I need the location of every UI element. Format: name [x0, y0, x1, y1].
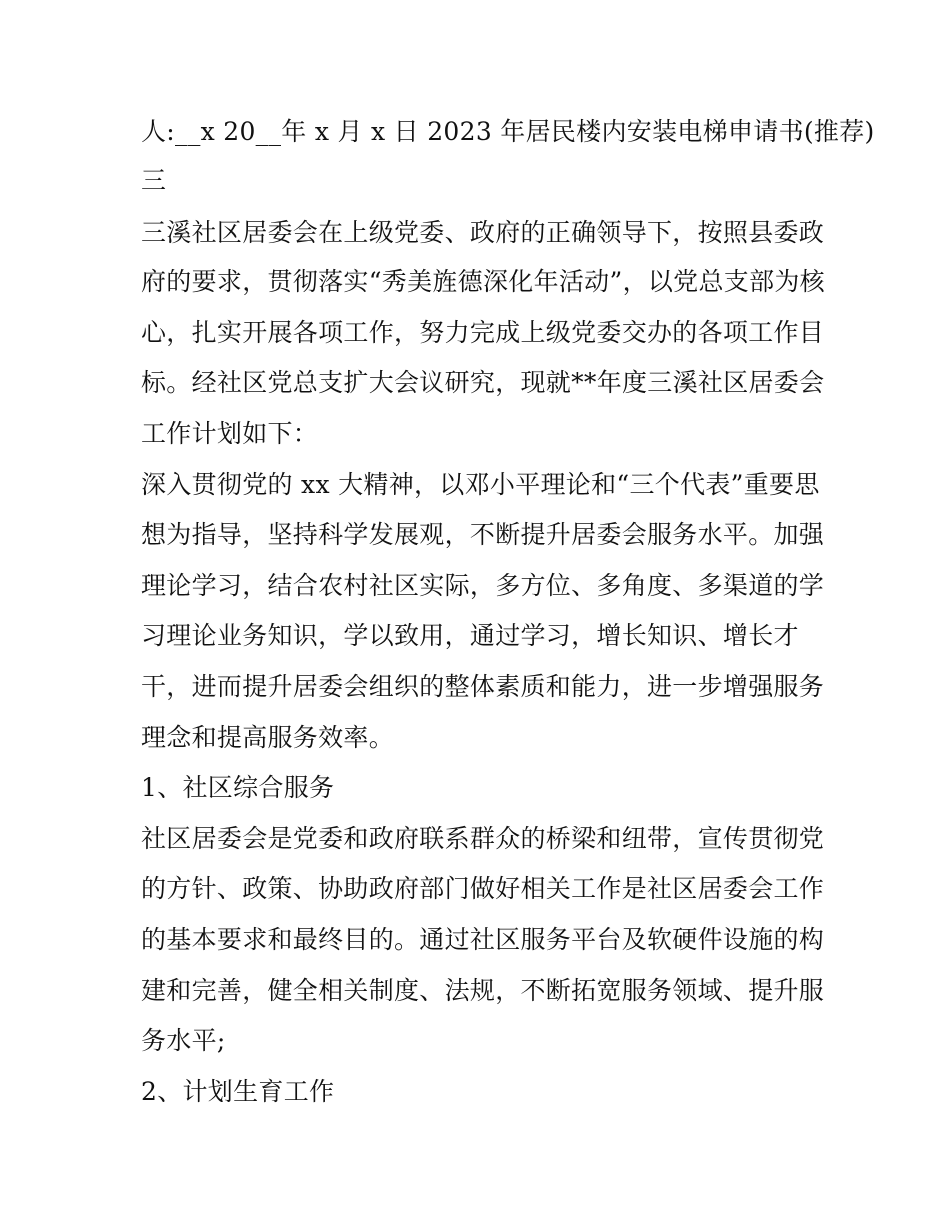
- paragraph-line: 建和完善，健全相关制度、法规，不断拓宽服务领域、提升服: [141, 976, 825, 1005]
- paragraph-line: 社区居委会是党委和政府联系群众的桥梁和纽带，宣传贯彻党: [141, 824, 825, 853]
- title-line: 人:__x 20__年 x 月 x 日 2023 年居民楼内安装电梯申请书(推荐): [141, 117, 875, 146]
- paragraph-line: 府的要求，贯彻落实“秀美旌德深化年活动”，以党总支部为核: [141, 267, 825, 296]
- paragraph-line: 理论学习，结合农村社区实际，多方位、多角度、多渠道的学: [141, 571, 825, 600]
- paragraph-line: 的基本要求和最终目的。通过社区服务平台及软硬件设施的构: [141, 925, 825, 954]
- paragraph-line: 三溪社区居委会在上级党委、政府的正确领导下，按照县委政: [141, 218, 825, 247]
- paragraph-line: 深入贯彻党的 xx 大精神，以邓小平理论和“三个代表”重要思: [141, 470, 820, 499]
- paragraph-line: 工作计划如下：: [141, 419, 319, 448]
- paragraph-line: 的方针、政策、协助政府部门做好相关工作是社区居委会工作: [141, 874, 825, 903]
- paragraph-line: 理念和提高服务效率。: [141, 723, 395, 752]
- paragraph-line: 习理论业务知识，学以致用，通过学习，增长知识、增长才: [141, 621, 799, 650]
- subsection-heading: 2、计划生育工作: [141, 1077, 335, 1106]
- paragraph-line: 标。经社区党总支扩大会议研究，现就**年度三溪社区居委会: [141, 368, 825, 397]
- section-heading: 三: [141, 166, 167, 195]
- paragraph-line: 想为指导，坚持科学发展观，不断提升居委会服务水平。加强: [141, 520, 825, 549]
- paragraph-line: 心，扎实开展各项工作，努力完成上级党委交办的各项工作目: [141, 318, 825, 347]
- paragraph-line: 务水平;: [141, 1026, 226, 1055]
- subsection-heading: 1、社区综合服务: [141, 773, 335, 802]
- paragraph-line: 干，进而提升居委会组织的整体素质和能力，进一步增强服务: [141, 672, 825, 701]
